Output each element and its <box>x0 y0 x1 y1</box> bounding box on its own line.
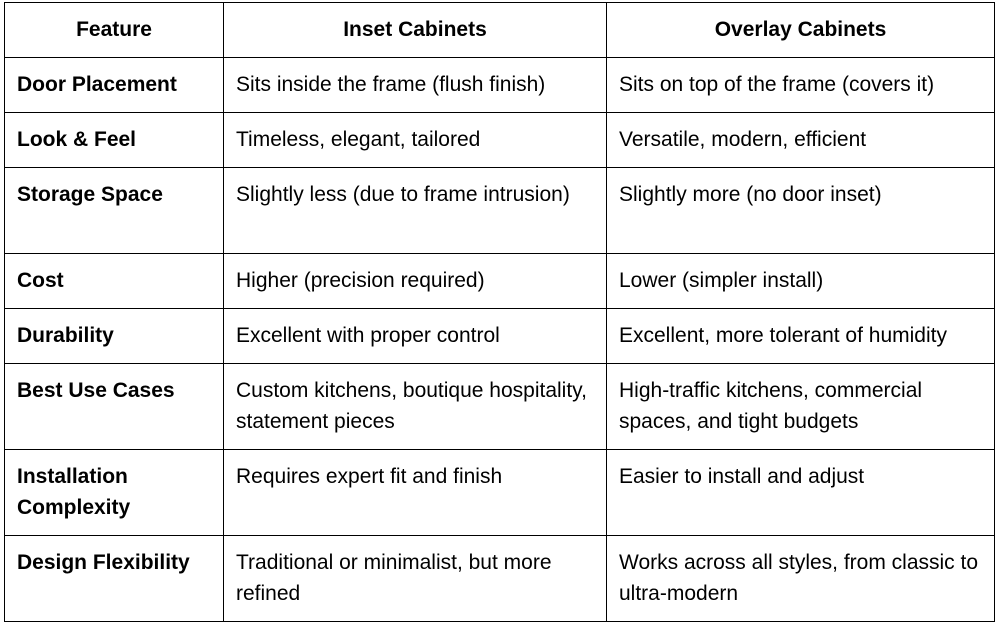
overlay-cell: Easier to install and adjust <box>607 450 995 536</box>
feature-cell: Storage Space <box>5 168 224 254</box>
table-row <box>5 168 995 254</box>
feature-cell: Best Use Cases <box>5 364 224 450</box>
inset-cell: Requires expert fit and finish <box>224 450 607 536</box>
overlay-cell: Works across all styles, from classic to ultra-modern <box>607 536 995 622</box>
header-feature: Feature <box>5 3 224 58</box>
inset-cell: Traditional or minimalist, but more refined <box>224 536 607 622</box>
table-row <box>5 113 995 168</box>
table-row <box>5 309 995 364</box>
overlay-cell: Versatile, modern, efficient <box>607 113 995 168</box>
comparison-table <box>4 2 995 622</box>
inset-cell: Custom kitchens, boutique hospitality, statement pieces <box>224 364 607 450</box>
table-row <box>5 254 995 309</box>
overlay-cell: Excellent, more tolerant of humidity <box>607 309 995 364</box>
table-row <box>5 536 995 622</box>
header-inset-cabinets: Inset Cabinets <box>224 3 607 58</box>
feature-cell: Look & Feel <box>5 113 224 168</box>
inset-cell: Sits inside the frame (flush finish) <box>224 58 607 113</box>
overlay-cell: High-traffic kitchens, commercial spaces, and tight budgets <box>607 364 995 450</box>
table-header-row <box>5 3 995 58</box>
inset-cell: Excellent with proper control <box>224 309 607 364</box>
feature-cell: Door Placement <box>5 58 224 113</box>
inset-cell: Slightly less (due to frame intrusion) <box>224 168 607 254</box>
table-row <box>5 450 995 536</box>
overlay-cell: Sits on top of the frame (covers it) <box>607 58 995 113</box>
table-row <box>5 58 995 113</box>
header-overlay-cabinets: Overlay Cabinets <box>607 3 995 58</box>
feature-cell: Installation Complexity <box>5 450 224 536</box>
feature-cell: Cost <box>5 254 224 309</box>
inset-cell: Timeless, elegant, tailored <box>224 113 607 168</box>
comparison-table-container <box>4 2 994 622</box>
feature-cell: Durability <box>5 309 224 364</box>
table-row <box>5 364 995 450</box>
overlay-cell: Slightly more (no door inset) <box>607 168 995 254</box>
inset-cell: Higher (precision required) <box>224 254 607 309</box>
overlay-cell: Lower (simpler install) <box>607 254 995 309</box>
feature-cell: Design Flexibility <box>5 536 224 622</box>
